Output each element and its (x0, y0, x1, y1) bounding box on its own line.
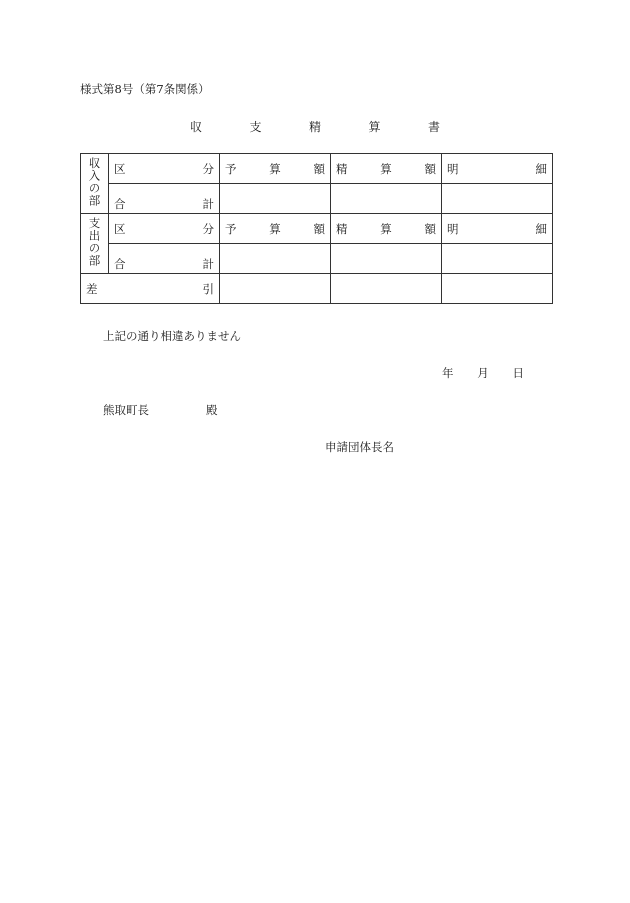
day-label: 日 (512, 366, 524, 380)
expense-header-row (81, 214, 553, 244)
date-line (442, 365, 524, 381)
title-char: 書 (427, 120, 440, 134)
income-budget-total-cell (220, 184, 331, 214)
difference-label-cell: 差 引 (81, 274, 220, 304)
category-header-cell: 区 分 (109, 214, 220, 244)
income-section-label: 収入の部 (87, 157, 102, 207)
addressee (103, 402, 218, 418)
certification-statement: 上記の通り相違ありません (103, 329, 241, 343)
month-label: 月 (477, 366, 489, 380)
income-settlement-total-cell (331, 184, 442, 214)
form-number: 様式第8号（第7条関係） (80, 82, 210, 96)
addressee-name: 熊取町長 (103, 403, 149, 417)
year-label: 年 (442, 366, 454, 380)
income-total-row (81, 184, 553, 214)
income-header-row (81, 154, 553, 184)
settlement-table (80, 153, 553, 304)
applicant-label: 申請団体長名 (325, 440, 394, 454)
budget-header-cell: 予 算 額 (220, 214, 331, 244)
expense-section-label: 支出の部 (87, 217, 102, 267)
difference-budget-cell (220, 274, 331, 304)
expense-total-row (81, 244, 553, 274)
honorific: 殿 (206, 403, 218, 417)
difference-row (81, 274, 553, 304)
settlement-header-cell: 精 算 額 (331, 214, 442, 244)
expense-section-cell (81, 214, 109, 274)
document-title (190, 118, 440, 135)
title-char: 収 (190, 120, 203, 134)
title-char: 支 (249, 120, 262, 134)
category-header-cell: 区 分 (109, 154, 220, 184)
income-detail-cell (442, 184, 553, 214)
expense-total-label-cell: 合 計 (109, 244, 220, 274)
difference-detail-cell (442, 274, 553, 304)
difference-settlement-cell (331, 274, 442, 304)
income-section-cell (81, 154, 109, 214)
budget-header-cell: 予 算 額 (220, 154, 331, 184)
title-char: 精 (308, 120, 321, 134)
income-total-label-cell: 合 計 (109, 184, 220, 214)
detail-header-cell: 明 細 (442, 214, 553, 244)
title-char: 算 (368, 120, 381, 134)
expense-settlement-total-cell (331, 244, 442, 274)
detail-header-cell: 明 細 (442, 154, 553, 184)
expense-budget-total-cell (220, 244, 331, 274)
settlement-header-cell: 精 算 額 (331, 154, 442, 184)
expense-detail-cell (442, 244, 553, 274)
